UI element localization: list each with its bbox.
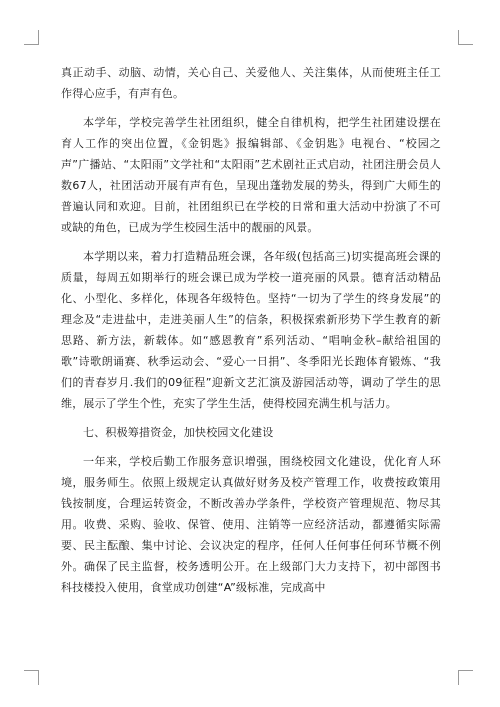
document-body <box>61 62 441 598</box>
crop-mark-bottom-right <box>458 670 473 685</box>
paragraph-student-clubs: 本学年，学校完善学生社团组织，健全自律机构，把学生社团建设摆在育人工作的突出位置，《金钥匙》报编辑部、《金钥匙》电视台、“校园之声”广播站、“太阳雨”文学社和“太阳雨”艺术剧社正式启动，社团注册会员人数67人，社团活动开展有声有色，呈现出蓬勃发展的势头，得到广大师生的普遍认同和欢迎。目前，社团组织已在学校的日常和重大活动中扮演了不可或缺的角色，已成为学生校园生活中的靓丽的风景。 <box>61 116 441 234</box>
crop-mark-bottom-left <box>24 670 39 685</box>
paragraph-logistics: 一年来，学校后勤工作服务意识增强，围绕校园文化建设，优化育人环境，服务师生。依照上级规定认真做好财务及校产管理工作，收费按政策用钱按制度，合理运转资金，不断改善办学条件，学校资产管理规范、物尽其用。收费、采购、验收、保管、使用、注销等一应经济活动，都遵循实际需要、民主酝酿、集中讨论、会议决定的程序，任何人任何事任何环节概不例外。确保了民主监督，校务透明公开。在上级部门大力支持下，初中部图书科技楼投入使用，食堂成功创建“A”级标准，完成高中 <box>61 455 441 594</box>
paragraph-continuation: 真正动手、动脑、动情，关心自己、关爱他人、关注集体，从而使班主任工作得心应手，有声有色。 <box>61 66 441 100</box>
paragraph-class-meetings: 本学期以来，着力打造精品班会课，各年级(包括高三)切实提高班会课的质量，每周五如期举行的班会课已成为学校一道亮丽的风景。德育活动精品化、小型化、多样化，体现各年级特色。坚持“一切为了学生的终身发展”的理念及“走进盐中，走进美丽人生”的信条，积极探索新形势下学生教育的新思路、新方法，新载体。如“感恩教育”系列活动、“唱响金秋–献给祖国的歌”诗歌朗诵赛、秋季运动会、“爱心一日捐”、冬季阳光长跑体育锻炼、“我们的青春岁月.我们的09征程”迎新文艺汇演及游园活动等，调动了学生的思维，展示了学生个性，充实了学生生活，使得校园充满生机与活力。 <box>61 250 441 410</box>
crop-mark-top-left <box>24 30 39 45</box>
section-heading: 七、积极筹措资金，加快校园文化建设 <box>83 426 274 439</box>
crop-mark-top-right <box>458 30 473 45</box>
